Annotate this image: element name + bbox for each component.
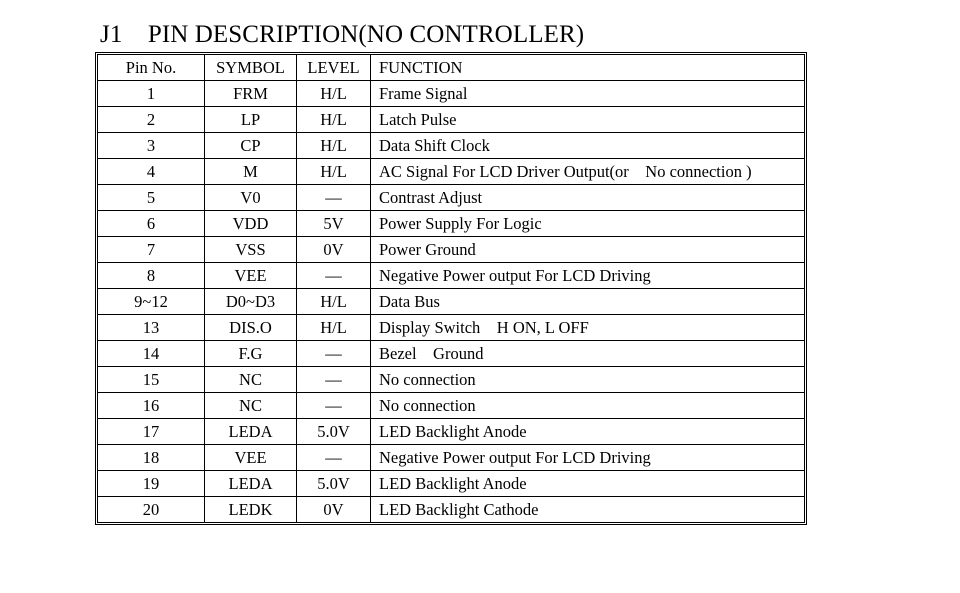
level-cell: — <box>297 367 371 393</box>
pin-number-cell: 3 <box>98 133 205 159</box>
table-row <box>98 341 804 367</box>
table-body <box>98 55 804 522</box>
function-cell: LED Backlight Anode <box>371 471 804 497</box>
header-function: FUNCTION <box>371 55 804 81</box>
level-cell: H/L <box>297 315 371 341</box>
table-row <box>98 81 804 107</box>
symbol-cell: FRM <box>205 81 297 107</box>
pin-description-table <box>95 52 807 525</box>
symbol-cell: V0 <box>205 185 297 211</box>
header-pin-no: Pin No. <box>98 55 205 81</box>
function-cell: LED Backlight Cathode <box>379 500 539 519</box>
function-cell: No connection <box>371 393 804 419</box>
symbol-cell: NC <box>205 367 297 393</box>
symbol-cell: VDD <box>205 211 297 237</box>
level-cell: 0V <box>297 497 371 522</box>
pin-number-cell: 8 <box>98 263 205 289</box>
level-cell: 5V <box>297 211 371 237</box>
level-cell: — <box>297 341 371 367</box>
symbol-cell: LEDA <box>205 471 297 497</box>
document-title: J1 PIN DESCRIPTION(NO CONTROLLER) <box>100 21 585 48</box>
level-cell: H/L <box>297 289 371 315</box>
pin-number-cell: 17 <box>98 419 205 445</box>
pin-number-cell: 5 <box>98 185 205 211</box>
pin-number-cell: 9~12 <box>98 289 205 315</box>
level-cell: — <box>297 393 371 419</box>
symbol-cell: D0~D3 <box>205 289 297 315</box>
table-row <box>98 289 804 315</box>
table-row <box>98 471 804 497</box>
symbol-cell: DIS.O <box>205 315 297 341</box>
function-cell: No connection <box>371 367 804 393</box>
function-cell: Latch Pulse <box>371 107 804 133</box>
table-row <box>98 497 804 522</box>
function-cell: Negative Power output For LCD Driving <box>371 445 804 471</box>
function-cell: Power Ground <box>371 237 804 263</box>
function-cell: Data Bus <box>371 289 804 315</box>
pin-number-cell: 14 <box>98 341 205 367</box>
symbol-cell: CP <box>205 133 297 159</box>
function-cell: Frame Signal <box>371 81 804 107</box>
table-row <box>98 263 804 289</box>
level-cell: H/L <box>297 107 371 133</box>
symbol-cell: LEDA <box>205 419 297 445</box>
function-cell: AC Signal For LCD Driver Output(or No connection ) <box>371 159 804 185</box>
symbol-cell: VEE <box>205 263 297 289</box>
function-cell: Power Supply For Logic <box>371 211 804 237</box>
level-cell: 5.0V <box>297 471 371 497</box>
symbol-cell: M <box>205 159 297 185</box>
pin-number-cell: 6 <box>98 211 205 237</box>
table-row <box>98 237 804 263</box>
level-cell: — <box>297 185 371 211</box>
function-cell: Bezel Ground <box>371 341 804 367</box>
level-cell: — <box>297 263 371 289</box>
symbol-cell: LP <box>205 107 297 133</box>
level-cell: 5.0V <box>297 419 371 445</box>
table-row <box>98 367 804 393</box>
level-cell: 0V <box>297 237 371 263</box>
table-row <box>98 185 804 211</box>
level-cell: H/L <box>297 81 371 107</box>
table-row <box>98 107 804 133</box>
pin-number-cell: 1 <box>98 81 205 107</box>
pin-number-cell: 18 <box>98 445 205 471</box>
table-row <box>98 159 804 185</box>
function-cell: Data Shift Clock <box>371 133 804 159</box>
pin-number-cell: 16 <box>98 393 205 419</box>
table-row <box>98 419 804 445</box>
table-header-row <box>98 55 804 81</box>
level-cell: — <box>297 445 371 471</box>
pin-number-cell: 7 <box>98 237 205 263</box>
header-symbol: SYMBOL <box>205 55 297 81</box>
pin-number-cell: 13 <box>98 315 205 341</box>
function-cell: Display Switch H ON, L OFF <box>371 315 804 341</box>
pin-number-cell: 15 <box>98 367 205 393</box>
table-row <box>98 133 804 159</box>
pin-number-cell: 2 <box>98 107 205 133</box>
table-row <box>98 393 804 419</box>
table-row <box>98 315 804 341</box>
symbol-cell: NC <box>205 393 297 419</box>
symbol-cell: VSS <box>205 237 297 263</box>
level-cell: H/L <box>297 133 371 159</box>
symbol-cell: F.G <box>205 341 297 367</box>
table-row <box>98 445 804 471</box>
function-cell: Negative Power output For LCD Driving <box>371 263 804 289</box>
function-cell: LED Backlight Anode <box>371 419 804 445</box>
pin-number-cell: 19 <box>98 471 205 497</box>
symbol-cell: VEE <box>205 445 297 471</box>
level-cell: H/L <box>297 159 371 185</box>
symbol-cell: LEDK <box>205 497 297 522</box>
table-row <box>98 211 804 237</box>
pin-number-cell: 20 <box>98 497 205 522</box>
header-level: LEVEL <box>297 55 371 81</box>
pin-number-cell: 4 <box>98 159 205 185</box>
function-cell: Contrast Adjust <box>371 185 804 211</box>
